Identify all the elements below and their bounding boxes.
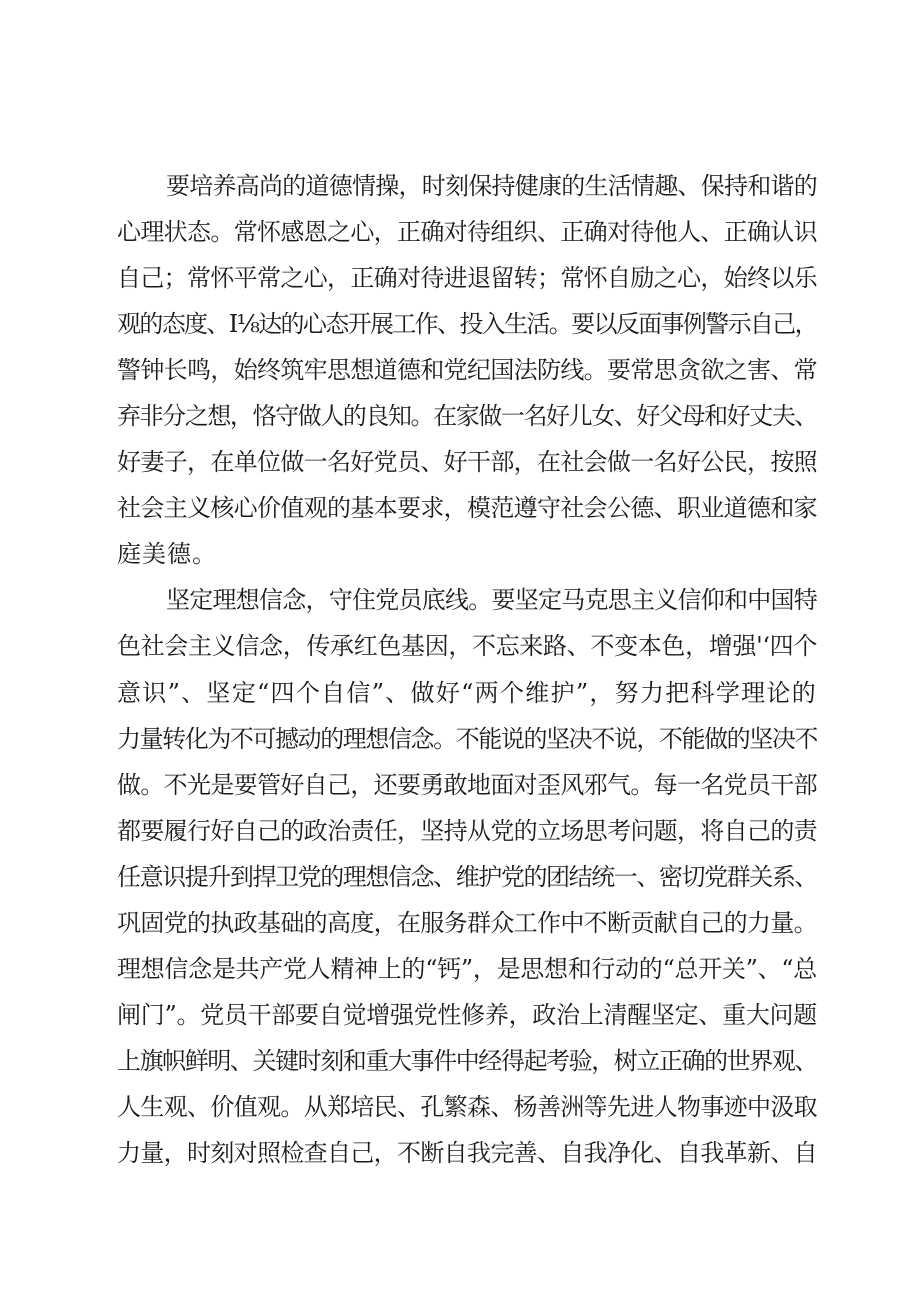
paragraph-2-line-5: 做。不光是要管好自己，还要勇敢地面对歪风邪气。每一名党员干部: [117, 770, 817, 799]
paragraph-1-line-1: 要培养高尚的道德情操，时刻保持健康的生活情趣、保持和谐的: [166, 172, 817, 200]
paragraph-2-line-13: 力量，时刻对照检查自己，不断自我完善、自我净化、自我革新、自: [117, 1138, 817, 1167]
paragraph-2-line-8: 巩固党的执政基础的高度，在服务群众工作中不断贡献自己的力量。: [117, 908, 817, 937]
paragraph-1-line-5: 警钟长鸣，始终筑牢思想道德和党纪国法防线。要常思贪欲之害、常: [117, 356, 817, 385]
paragraph-1-line-4: 观的态度、I⅛达的心态开展工作、投入生活。要以反面事例警示自己，: [117, 310, 817, 339]
paragraph-2-line-6: 都要履行好自己的政治责任，坚持从党的立场思考问题，将自己的责: [117, 816, 817, 845]
paragraph-2-line-9: 理想信念是共产党人精神上的“钙”，是思想和行动的“总开关”、“总: [117, 954, 817, 983]
paragraph-2-line-3: 意识”、坚定“四个自信”、做好“两个维护”，努力把科学理论的: [117, 678, 817, 707]
document-body: [117, 163, 817, 1176]
paragraph-1-line-8: 社会主义核心价值观的基本要求，模范遵守社会公德、职业道德和家: [117, 494, 817, 523]
paragraph-1-line-6: 弃非分之想，恪守做人的良知。在家做一名好儿女、好父母和好丈夫、: [117, 402, 817, 431]
paragraph-2-line-7: 任意识提升到捍卫党的理想信念、维护党的团结统一、密切党群关系、: [117, 862, 817, 891]
paragraph-1-line-3: 自己；常怀平常之心，正确对待进退留转；常怀自励之心，始终以乐: [117, 264, 817, 293]
paragraph-2-line-11: 上旗帜鲜明、关键时刻和重大事件中经得起考验，树立正确的世界观、: [117, 1046, 817, 1075]
paragraph-1-line-2: 心理状态。常怀感恩之心，正确对待组织、正确对待他人、正确认识: [117, 218, 817, 247]
paragraph-2-line-2: 色社会主义信念，传承红色基因，不忘来路、不变本色，增强'‘四个: [117, 632, 817, 661]
paragraph-2-line-4: 力量转化为不可撼动的理想信念。不能说的坚决不说，不能做的坚决不: [117, 724, 817, 753]
paragraph-1-line-7: 好妻子，在单位做一名好党员、好干部，在社会做一名好公民，按照: [117, 448, 817, 477]
paragraph-2-line-10: 闸门”。党员干部要自觉增强党性修养，政治上清醒坚定、重大问题: [117, 1000, 817, 1029]
paragraph-2-line-12: 人生观、价值观。从郑培民、孔繁森、杨善洲等先进人物事迹中汲取: [117, 1092, 817, 1121]
paragraph-2-line-1: 坚定理想信念，守住党员底线。要坚定马克思主义信仰和中国特: [166, 586, 817, 615]
paragraph-1-line-9: 庭美德。: [117, 540, 217, 569]
